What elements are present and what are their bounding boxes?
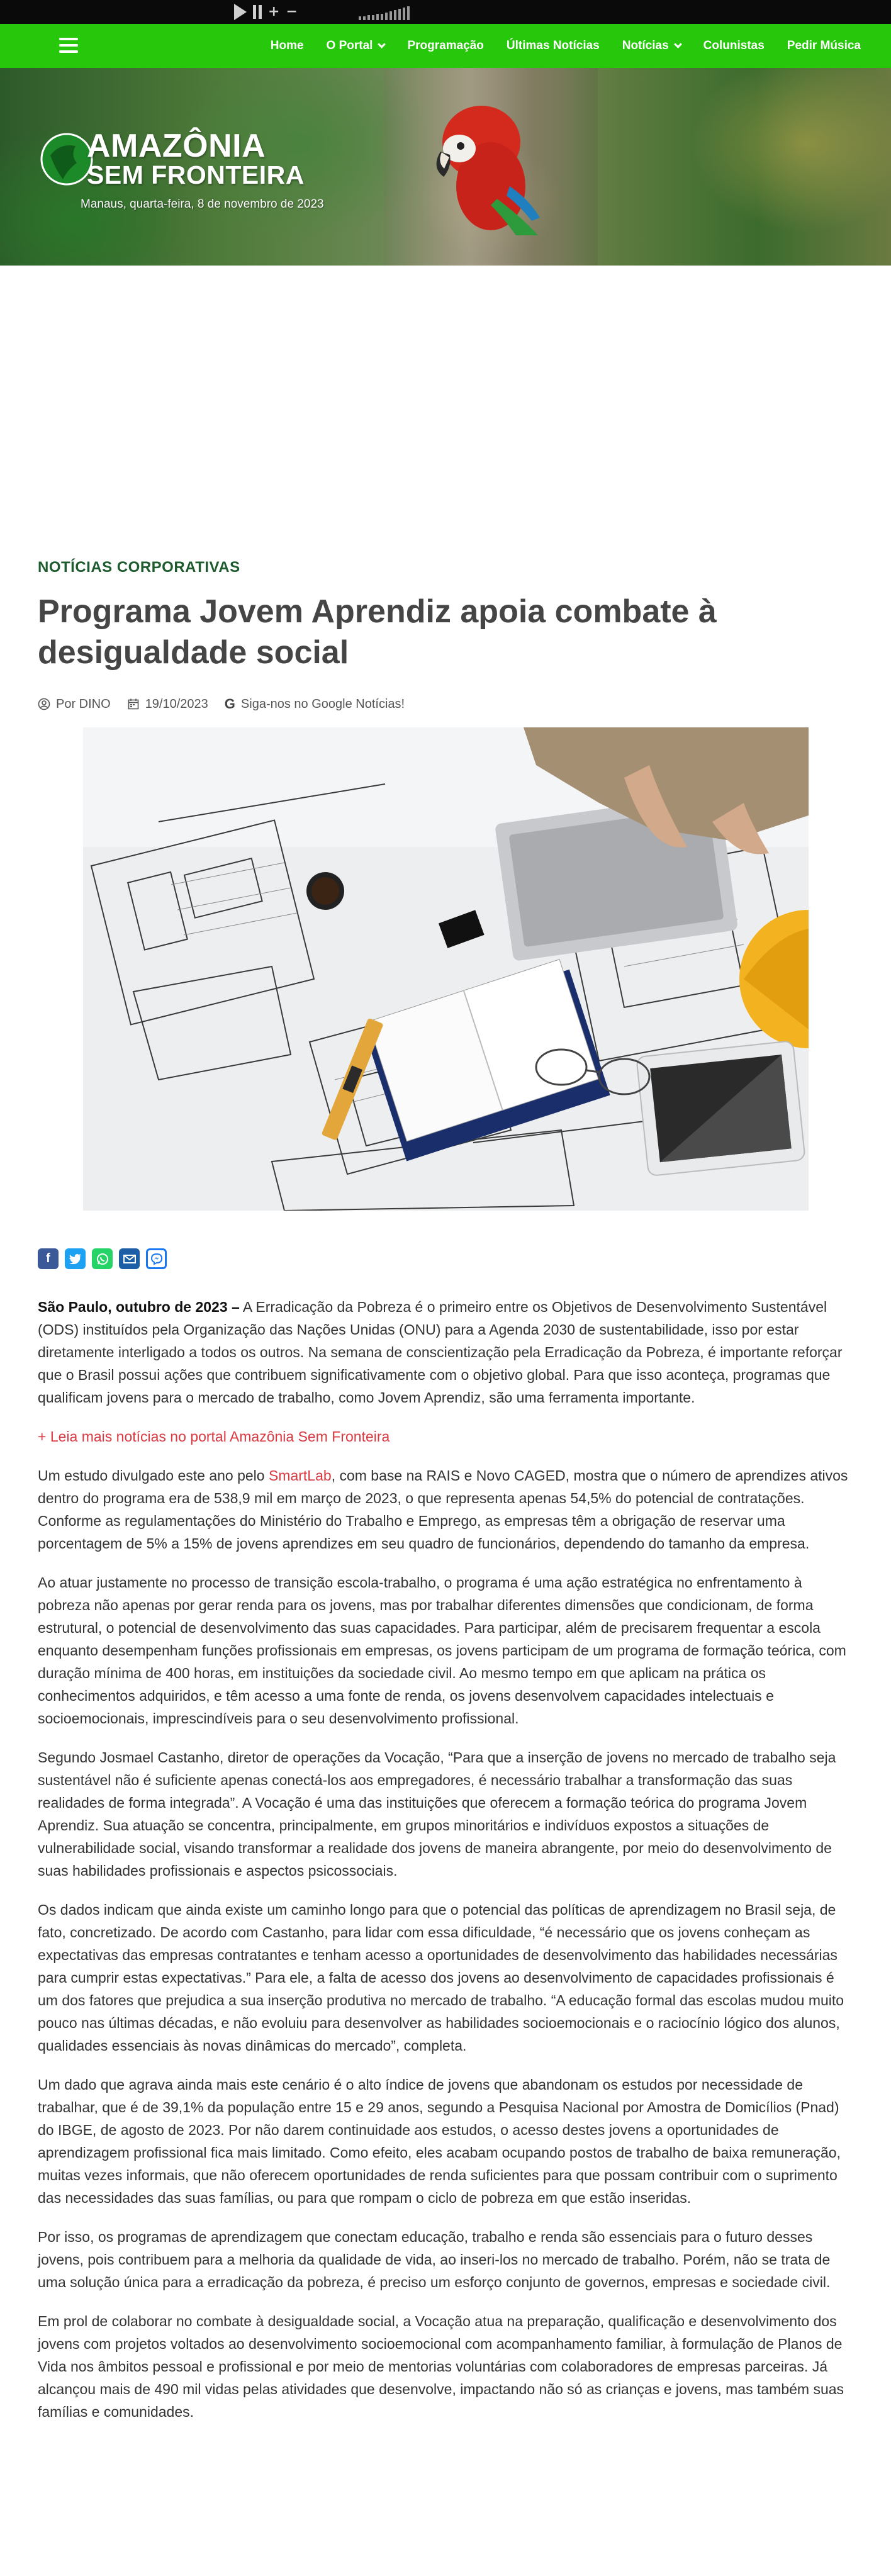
- nav-label: O Portal: [326, 39, 373, 52]
- paragraph-6: Um dado que agrava ainda mais este cenário é o alto índice de jovens que abandonam os estudos por necessidade de trabalhar, que é de 39,1% da população entre 15 e 29 anos, segundo a Pesquisa Nacional por Amostra de Domicílios (Pnad) do IBGE, de agosto de 2023. Por não darem continuidade aos estudos, o acesso destes jovens a oportunidades de aprendizagem profissional fica mais limitado. Como efeito, eles acabam ocupando postos de trabalho de baixa remuneração, muitas vezes informais, que não oferecem oportunidades de renda suficientes para que possam contribuir com o suprimento das necessidades das suas famílias, ou para que rompam o ciclo de pobreza em que estão inseridas.: [38, 2076, 841, 2206]
- paragraph-text: , com base na RAIS e Novo CAGED, mostra que o número de aprendizes ativos dentro do programa era de 538,9 mil em março de 2023, o que representa apenas 54,5% do potencial de contratações. Conforme as regulamentações do Ministério do Trabalho e Emprego, as empresas têm a obrigação de reservar uma porcentagem de 5% a 15% de jovens aprendizes em seu quadro de funcionários, dependendo do tamanho da empresa.: [38, 1467, 848, 1552]
- site-logo[interactable]: [38, 130, 305, 188]
- nav-label: Notícias: [622, 39, 669, 52]
- date-meta: [127, 697, 208, 712]
- lead-paragraph: [38, 1296, 853, 1409]
- hamburger-icon[interactable]: [59, 38, 78, 53]
- nav-item-noticias[interactable]: [611, 39, 692, 53]
- player-controls: [234, 4, 298, 20]
- messenger-icon[interactable]: [146, 1248, 167, 1269]
- whatsapp-icon[interactable]: [92, 1248, 113, 1269]
- article-meta: [38, 696, 853, 712]
- ad-space: [0, 266, 891, 559]
- header-date: Manaus, quarta-feira, 8 de novembro de 2023: [81, 198, 324, 211]
- volume-up-icon[interactable]: +: [268, 4, 280, 20]
- email-icon[interactable]: [119, 1248, 140, 1269]
- author-meta[interactable]: [38, 697, 111, 712]
- volume-bars[interactable]: [359, 5, 410, 20]
- facebook-icon[interactable]: f: [38, 1248, 59, 1269]
- nav-item-colunistas[interactable]: [692, 39, 776, 53]
- play-icon[interactable]: [234, 4, 247, 20]
- article-hero-image: [83, 727, 809, 1211]
- article-date: 19/10/2023: [145, 697, 208, 711]
- author-name: Por DINO: [56, 697, 111, 711]
- paragraph-2: [38, 1464, 853, 1555]
- paragraph-3: Ao atuar justamente no processo de transição escola-trabalho, o programa é uma ação estratégica no enfrentamento à pobreza não apenas por gerar renda para os jovens, mas por trabalhar diferentes dimensões que condicionam, de forma estrutural, o potencial de desenvolvimento das suas capacidades. Para participar, além de precisarem frequentar a escola enquanto desempenham funções profissionais em empresas, os jovens participam de um programa de formação teórica, com duração mínima de 400 horas, em instituições da sociedade civil. Ao mesmo tempo em que aplicam na prática os conhecimentos adquiridos, e têm acesso a uma fonte de renda, os jovens desenvolvem capacidades intelectuais e socioemocionais, imprescindíveis para o seu desenvolvimento profissional.: [38, 1574, 846, 1727]
- nav-label: Pedir Música: [787, 39, 861, 52]
- blueprint-desk-image: [83, 727, 809, 1211]
- volume-down-icon[interactable]: −: [286, 4, 298, 20]
- main-navbar: [0, 24, 891, 68]
- nav-label: Colunistas: [703, 39, 765, 52]
- twitter-icon[interactable]: [65, 1248, 86, 1269]
- nav-item-o-portal[interactable]: [315, 39, 396, 53]
- smartlab-link[interactable]: SmartLab: [268, 1467, 332, 1484]
- nav-item-programacao[interactable]: [396, 39, 495, 53]
- google-news-follow[interactable]: [225, 696, 405, 712]
- nav-item-pedir-musica[interactable]: [776, 39, 872, 53]
- lead-dateline: São Paulo, outubro de 2023 –: [38, 1299, 240, 1315]
- paragraph-text: Um estudo divulgado este ano pelo: [38, 1467, 269, 1484]
- article-category[interactable]: NOTÍCIAS CORPORATIVAS: [38, 559, 240, 576]
- paragraph-5: Os dados indicam que ainda existe um caminho longo para que o potencial das políticas de aprendizagem no Brasil seja, de fato, concretizado. De acordo com Castanho, para lidar com essa dificuldade, “é necessário que os jovens conheçam as expectativas das empresas contratantes e tenham acesso a oportunidades de desenvolvimento das habilidades necessárias para cumprir estas expectativas.” Para ele, a falta de acesso dos jovens ao desenvolvimento de capacidades profissionais é um dos fatores que prejudica a sua inserção produtiva no mercado de trabalho. “A educação formal das escolas mudou muito pouco nas últimas décadas, e não evoluiu para desenvolver as habilidades socioemocionais e o raciocínio lógico dos alunos, qualidades essenciais às novas dinâmicas do mercado”, completa.: [38, 1901, 844, 2054]
- google-follow-label: Siga-nos no Google Notícias!: [240, 697, 405, 711]
- chevron-down-icon: [378, 40, 386, 48]
- main-menu: [259, 24, 872, 68]
- nav-label: Últimas Notícias: [506, 39, 600, 52]
- nav-item-ultimas-noticias[interactable]: [495, 39, 611, 53]
- pause-icon[interactable]: [253, 5, 262, 19]
- macaw-image: [422, 92, 541, 237]
- nav-label: Programação: [407, 39, 484, 52]
- logo-line-1: AMAZÔNIA: [87, 128, 266, 164]
- logo-line-2: SEM FRONTEIRA: [87, 160, 305, 189]
- nav-label: Home: [270, 39, 304, 52]
- read-more-paragraph: [38, 1425, 853, 1448]
- article-title: Programa Jovem Aprendiz apoia combate à desigualdade social: [38, 593, 717, 671]
- paragraph-4: Segundo Josmael Castanho, diretor de operações da Vocação, “Para que a inserção de jovens no mercado de trabalho seja sustentável não é suficiente apenas conectá-los aos empregadores, é necessário trabalhar a transformação das suas realidades de forma integrada”. A Vocação é uma das instituições que oferecem a formação teórica do programa Jovem Aprendiz. Sua atuação se concentra, principalmente, em grupos minoritários e indivíduos expostos a situações de vulnerabilidade social, visando transformar a realidade dos jovens de maneira abrangente, por meio do desenvolvimento de suas habilidades profissionais e aspectos psicossociais.: [38, 1749, 836, 1879]
- calendar-icon: [127, 698, 140, 710]
- logo-wordmark: [87, 130, 305, 188]
- read-more-link[interactable]: + Leia mais notícias no portal Amazônia Sem Fronteira: [38, 1428, 390, 1445]
- paragraph-7: Por isso, os programas de aprendizagem que conectam educação, trabalho e renda são essenciais para o futuro desses jovens, pois contribuem para a melhoria da qualidade de vida, ao inseri-los no mercado de trabalho. Porém, não se trata de uma solução única para a erradicação da pobreza, é preciso um esforço conjunto de governos, empresas e sociedade civil.: [38, 2229, 831, 2290]
- lead-text: A Erradicação da Pobreza é o primeiro entre os Objetivos de Desenvolvimento Sustentável (ODS) instituídos pela Organização das Nações Unidas (ONU) para a Agenda 2030 de sustentabilidade, isso por estar diretamente interligado a todos os outros. Na semana de conscientização pela Erradicação da Pobreza, é importante reforçar que o Brasil possui ações que contribuem significativamente com o objetivo global. Para que isso aconteça, programas que qualificam jovens para o mercado de trabalho, como Jovem Aprendiz, são uma ferramenta importante.: [38, 1299, 843, 1406]
- radio-player: [0, 0, 891, 24]
- share-buttons: [38, 1248, 853, 1269]
- article-body: [38, 1296, 853, 2423]
- chevron-down-icon: [674, 40, 682, 48]
- nav-item-home[interactable]: [259, 39, 315, 53]
- user-icon: [38, 698, 50, 710]
- paragraph-8: Em prol de colaborar no combate à desigualdade social, a Vocação atua na preparação, qualificação e desenvolvimento dos jovens com projetos voltados ao desenvolvimento socioemocional com acompanhamento familiar, à formulação de Planos de Vida nos âmbitos pessoal e profissional e por meio de mentorias voluntárias com colaboradores de empresas parceiras. Já alcançou mais de 490 mil vidas pelas atividades que desenvolve, impactando não só as crianças e jovens, mas também suas famílias e comunidades.: [38, 2313, 844, 2420]
- article: [0, 559, 891, 2423]
- header-banner: [0, 68, 891, 266]
- google-icon: G: [224, 696, 235, 712]
